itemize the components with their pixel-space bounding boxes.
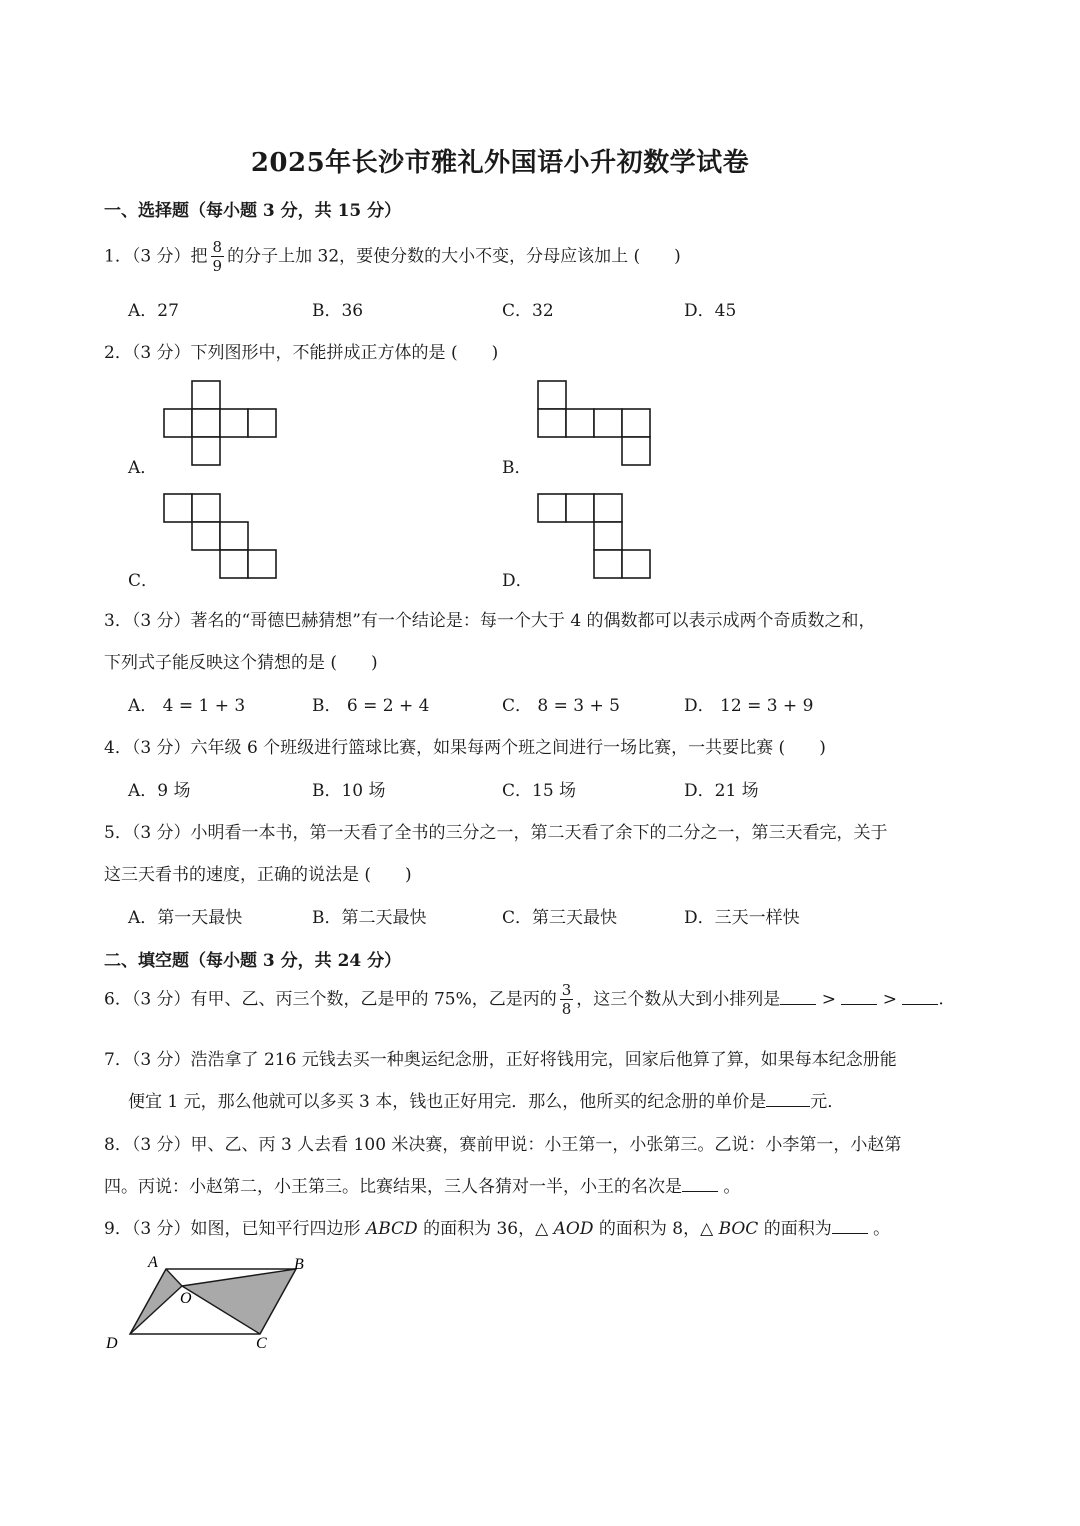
section-heading-fill-in: 二、填空题（每小题 3 分，共 24 分） <box>104 951 402 971</box>
question-9-mid-2: 的面积为 8，△ <box>593 1219 719 1239</box>
q1-option-d[interactable]: D．45 <box>684 301 737 321</box>
greater-than-sign-2: > <box>882 989 897 1010</box>
vertex-label-d: D <box>106 1335 118 1352</box>
answer-blank-6a[interactable] <box>780 990 816 1005</box>
cube-net-d <box>538 494 653 580</box>
q1-option-a[interactable]: A．27 <box>128 301 179 321</box>
question-1-suffix: 的分子上加 32，要使分数的大小不变，分母应该加上 ( ) <box>227 246 681 267</box>
q5-option-d[interactable]: D．三天一样快 <box>684 908 800 928</box>
vertex-label-b: B <box>294 1256 304 1273</box>
label-abcd: ABCD <box>365 1219 418 1239</box>
fraction-8-9: $\frac{8}{9}$ <box>212 238 223 275</box>
question-7-unit: 元． <box>810 1092 845 1112</box>
triangle-aod-shaded <box>130 1269 182 1334</box>
question-7-line-2 <box>128 1087 844 1112</box>
answer-blank-6b[interactable] <box>841 990 877 1005</box>
q5-option-b[interactable]: B．第二天最快 <box>312 908 427 928</box>
question-2: 2．（3 分）下列图形中，不能拼成正方体的是 ( ) <box>104 343 499 363</box>
label-aod: AOD <box>553 1219 594 1239</box>
q5-option-a[interactable]: A．第一天最快 <box>128 908 243 928</box>
question-7-line-1: 7．（3 分）浩浩拿了 216 元钱去买一种奥运纪念册，正好将钱用完，回家后他算了算，如果每本纪念册能 <box>104 1050 897 1070</box>
q4-option-d[interactable]: D．21 场 <box>684 781 759 801</box>
question-5-line-2: 这三天看书的速度，正确的说法是 ( ) <box>104 865 412 885</box>
q2-option-c[interactable]: C． <box>128 571 159 591</box>
q3-option-b[interactable]: B． 6 = 2 + 4 <box>312 696 430 716</box>
question-6 <box>104 983 944 1017</box>
vertex-label-c: C <box>256 1335 267 1352</box>
question-8-end: 。 <box>723 1177 741 1197</box>
question-9-suffix: 的面积为 <box>758 1219 832 1239</box>
question-1-prefix: 1．（3 分）把 <box>104 246 208 267</box>
answer-blank-9[interactable] <box>832 1219 868 1234</box>
cube-net-b <box>538 381 653 467</box>
question-4: 4．（3 分）六年级 6 个班级进行篮球比赛，如果每两个班之间进行一场比赛，一共要比赛 ( ) <box>104 738 826 758</box>
page-title: 2025年长沙市雅礼外国语小升初数学试卷 <box>250 148 750 178</box>
q3-option-c[interactable]: C． 8 = 3 + 5 <box>502 696 620 716</box>
q3-option-a[interactable]: A． 4 = 1 + 3 <box>128 696 246 716</box>
q4-option-a[interactable]: A．9 场 <box>128 781 191 801</box>
question-9 <box>104 1214 890 1239</box>
question-6-end: . <box>938 989 944 1010</box>
section-heading-choice: 一、选择题（每小题 3 分，共 15 分） <box>104 201 402 221</box>
question-1 <box>104 240 681 274</box>
question-9-end: 。 <box>873 1219 891 1239</box>
q2-option-a[interactable]: A． <box>128 458 158 478</box>
triangle-boc-shaded <box>182 1269 296 1334</box>
question-7-text: 便宜 1 元，那么他就可以多买 3 本，钱也正好用完．那么，他所买的纪念册的单价是 <box>128 1092 767 1112</box>
q1-option-b[interactable]: B．36 <box>312 301 364 321</box>
parallelogram-figure <box>100 1248 330 1358</box>
question-8-text: 四。丙说：小赵第二，小王第三。比赛结果，三人各猜对一半，小王的名次是 <box>104 1177 682 1197</box>
question-6-suffix: ，这三个数从大到小排列是 <box>576 989 781 1010</box>
q2-option-b[interactable]: B． <box>502 458 532 478</box>
cube-net-c <box>164 494 279 580</box>
answer-blank-7[interactable] <box>766 1092 810 1107</box>
q3-option-d[interactable]: D． 12 = 3 + 9 <box>684 696 814 716</box>
q5-option-c[interactable]: C．第三天最快 <box>502 908 618 928</box>
q1-option-c[interactable]: C．32 <box>502 301 554 321</box>
question-9-prefix: 9．（3 分）如图，已知平行四边形 <box>104 1219 366 1239</box>
fraction-3-8: $\frac{3}{8}$ <box>561 981 572 1018</box>
question-8-line-1: 8．（3 分）甲、乙、丙 3 人去看 100 米决赛，赛前甲说：小王第一，小张第三。乙说：小李第一，小赵第 <box>104 1135 902 1155</box>
answer-blank-6c[interactable] <box>902 990 938 1005</box>
question-6-prefix: 6．（3 分）有甲、乙、丙三个数，乙是甲的 75%，乙是丙的 <box>104 989 557 1010</box>
question-8-line-2 <box>104 1172 740 1197</box>
vertex-label-a: A <box>148 1254 158 1271</box>
cube-net-a <box>164 381 279 467</box>
answer-blank-8[interactable] <box>682 1177 718 1192</box>
question-3-line-1: 3．（3 分）著名的“哥德巴赫猜想”有一个结论是：每一个大于 4 的偶数都可以表示成两个奇质数之和， <box>104 611 876 631</box>
question-3-line-2: 下列式子能反映这个猜想的是 ( ) <box>104 653 378 673</box>
label-boc: BOC <box>718 1219 759 1239</box>
q4-option-c[interactable]: C．15 场 <box>502 781 577 801</box>
question-5-line-1: 5．（3 分）小明看一本书，第一天看了全书的三分之一，第二天看了余下的二分之一，第三天看完，关于 <box>104 823 888 843</box>
question-9-mid-1: 的面积为 36，△ <box>417 1219 554 1239</box>
greater-than-sign-1: > <box>821 989 836 1010</box>
vertex-label-o: O <box>180 1290 192 1307</box>
q4-option-b[interactable]: B．10 场 <box>312 781 386 801</box>
q2-option-d[interactable]: D． <box>502 571 533 591</box>
